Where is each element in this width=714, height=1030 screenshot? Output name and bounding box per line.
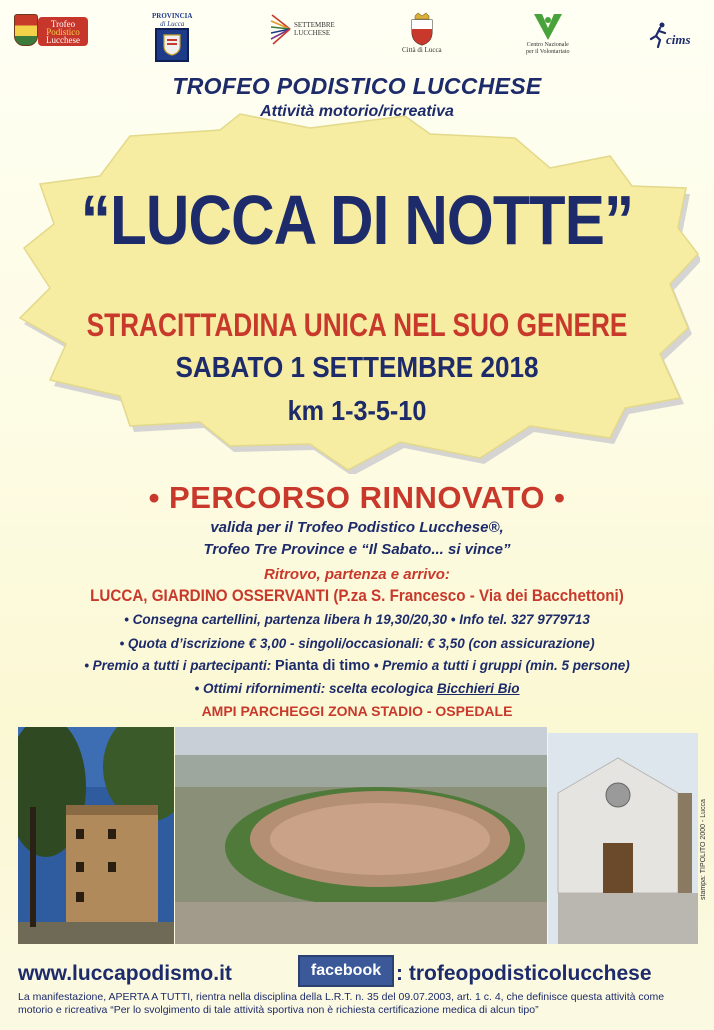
parking-info: AMPI PARCHEGGI ZONA STADIO - OSPEDALE: [201, 703, 513, 719]
settembre-lucchese-logo: [270, 12, 335, 46]
facebook-button[interactable]: facebook: [298, 955, 394, 987]
volontariato-label-2: per il Volontariato: [526, 49, 570, 55]
trofeo-logo-text: [38, 17, 88, 46]
trofeo-logo-line1: Trofeo: [50, 19, 76, 29]
bullet-fee: • Quota d’iscrizione € 3,00 - singoli/occasionali: € 3,50 (con assicurazione): [119, 636, 595, 651]
settembre-label-1: SETTEMBRE: [294, 21, 335, 29]
provincia-lucca-logo: [152, 12, 192, 62]
church-photo: [548, 733, 698, 944]
aerial-city-photo: [175, 727, 547, 944]
event-date: SABATO 1 SETTEMBRE 2018: [175, 352, 539, 384]
volontariato-logo: [526, 12, 569, 56]
valid-line-1: valida per il Trofeo Podistico Lucchese®,: [210, 519, 504, 536]
facebook-handle[interactable]: : trofeopodisticolucchese: [396, 962, 652, 985]
prize-text-1: • Premio a tutti i partecipanti:: [84, 658, 275, 673]
legal-disclaimer: La manifestazione, APERTA A TUTTI, rientra nella disciplina della L.R.T. n. 35 del 09.07.2003, art. 1 c. 4, che definisce questa attività come motorio e ricreativa “Per lo svolgimento di tale attività sportiva non è richiesta certificazione medica di alcun tipo”: [18, 991, 665, 1016]
volontariato-v-icon: [532, 12, 564, 42]
settembre-sunburst-icon: [270, 12, 292, 46]
trofeo-shield-icon: [14, 14, 38, 46]
citta-label: Città di Lucca: [402, 46, 442, 54]
prize-text-2: • Premio a tutti i gruppi (min. 5 persone): [370, 658, 630, 673]
series-title: TROFEO PODISTICO LUCCHESE: [172, 73, 542, 99]
bullet-refreshments: [0, 681, 714, 696]
refreshment-text: • Ottimi rifornimenti: scelta ecologica: [194, 681, 437, 696]
trofeo-podistico-logo: [14, 12, 88, 52]
meeting-place: LUCCA, GIARDINO OSSERVANTI (P.za S. Francesco - Via dei Bacchettoni): [90, 587, 624, 605]
website-link[interactable]: www.luccapodismo.it: [18, 962, 232, 985]
printer-credit: stampa: TIPOLITO 2000 - Lucca: [700, 799, 707, 900]
valid-line-2: Trofeo Tre Province e “Il Sabato... si vince”: [203, 541, 511, 558]
provincia-crest-icon: [155, 28, 189, 62]
lucca-crest-icon: [409, 12, 435, 46]
bullet-registration: • Consegna cartellini, partenza libera h 19,30/20,30 • Info tel. 327 9779713: [124, 612, 590, 627]
provincia-label: PROVINCIA: [152, 12, 193, 20]
prize-plant: Pianta di timo: [274, 658, 371, 674]
cims-logo: [648, 22, 691, 48]
provincia-sublabel: di Lucca: [160, 20, 185, 28]
event-distances: km 1-3-5-10: [287, 395, 427, 426]
meeting-label: Ritrovo, partenza e arrivo:: [264, 566, 450, 583]
cims-label: cims: [666, 32, 691, 47]
bullet-prizes: [0, 658, 714, 674]
event-tagline: STRACITTADINA UNICA NEL SUO GENERE: [86, 307, 628, 343]
bio-cups: Bicchieri Bio: [437, 681, 520, 696]
trofeo-logo-line2: Podistico: [46, 27, 80, 37]
settembre-label-2: LUCCHESE: [294, 29, 331, 37]
trofeo-logo-line3: Lucchese: [46, 35, 80, 45]
tower-photo: [18, 727, 174, 944]
series-subtitle: Attività motorio/ricreativa: [260, 103, 454, 120]
volontariato-label-1: Centro Nazionale: [526, 42, 569, 48]
event-title: “LUCCA DI NOTTE”: [80, 181, 634, 259]
citta-di-lucca-logo: [402, 12, 442, 54]
percorso-headline: • PERCORSO RINNOVATO •: [148, 480, 566, 515]
